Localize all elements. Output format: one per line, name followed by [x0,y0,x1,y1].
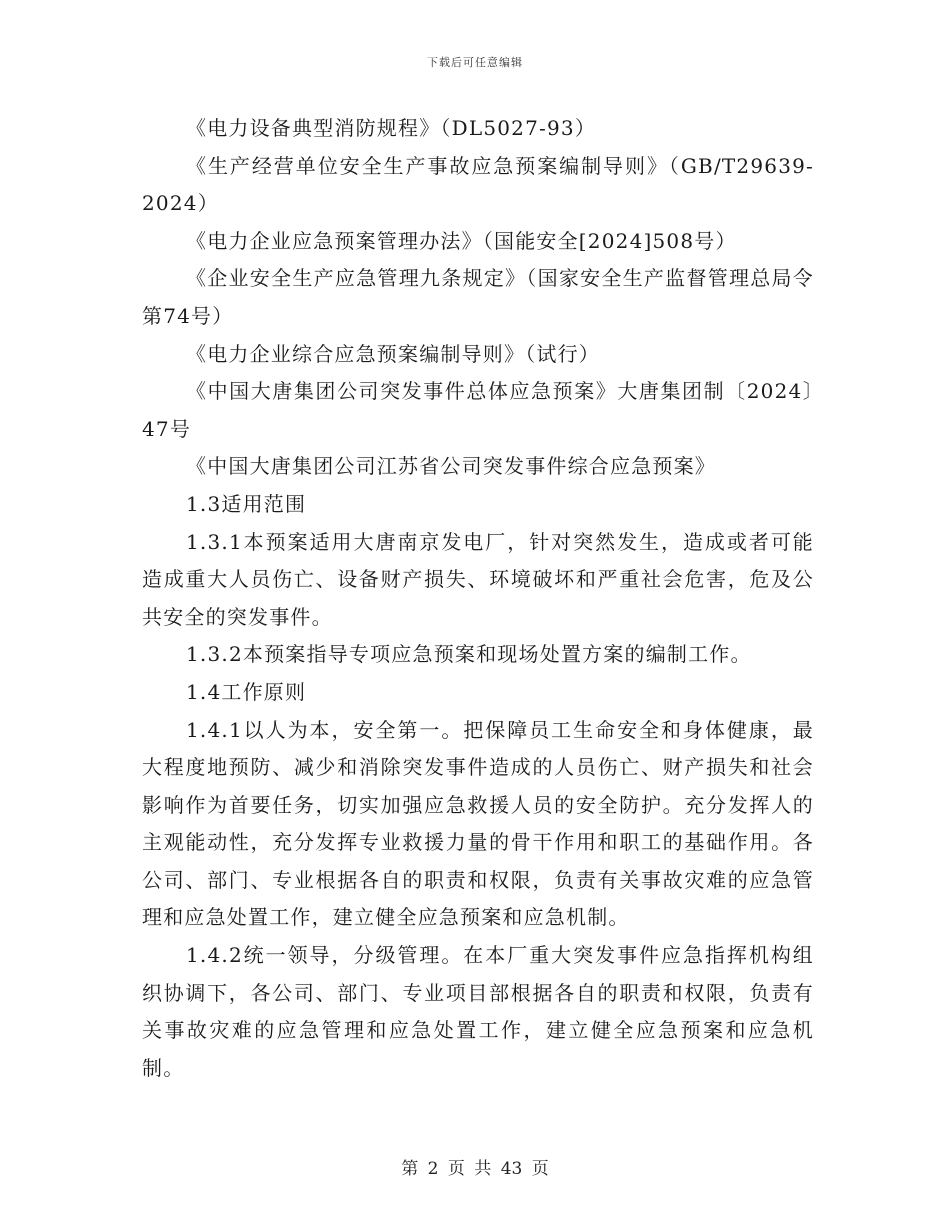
body-paragraph: 1.3.2本预案指导专项应急预案和现场处置方案的编制工作。 [186,642,752,667]
body-paragraph: 1.4.1以人为本，安全第一。把保障员工生命安全和身体健康，最大程度地预防、减少和消除突发事件造成的人员伤亡、财产损失和社会影响作为首要任务，切实加强应急救援人员的安全防护。充分发挥人的主观能动性，充分发挥专业救援力量的骨干作用和职工的基础作用。各公司、部门、专业根据各自的职责和权限，负责有关事故灾难的应急管理和应急处置工作，建立健全应急预案和应急机制。 [142,717,814,930]
section-heading: 1.3适用范围 [186,491,307,516]
reference-paragraph: 《中国大唐集团公司突发事件总体应急预案》大唐集团制〔2024〕47号 [142,379,814,441]
section-heading: 1.4工作原则 [186,679,307,704]
reference-paragraph: 《中国大唐集团公司江苏省公司突发事件综合应急预案》 [186,454,716,479]
page-header: 下载后可任意编辑 [427,56,523,69]
page-footer: 第 2 页 共 43 页 [401,1159,549,1179]
reference-paragraph: 《生产经营单位安全生产事故应急预案编制导则》（GB/T29639-2024） [142,153,814,216]
reference-paragraph: 《电力企业应急预案管理办法》（国能安全[2024]508号） [186,228,737,253]
reference-paragraph: 《企业安全生产应急管理九条规定》（国家安全生产监督管理总局令第74号） [142,266,814,328]
document-body [142,110,814,1087]
body-paragraph: 1.4.2统一领导，分级管理。在本厂重大突发事件应急指挥机构组织协调下，各公司、部门、专业项目部根据各自的职责和权限，负责有关事故灾难的应急管理和应急处置工作，建立健全应急预案和应急机制。 [142,943,814,1080]
reference-paragraph: 《电力设备典型消防规程》（DL5027-93） [186,116,597,140]
body-paragraph: 1.3.1本预案适用大唐南京发电厂，针对突然发生，造成或者可能造成重大人员伤亡、设备财产损失、环境破坏和严重社会危害，危及公共安全的突发事件。 [142,529,814,629]
reference-paragraph: 《电力企业综合应急预案编制导则》（试行） [186,341,600,366]
